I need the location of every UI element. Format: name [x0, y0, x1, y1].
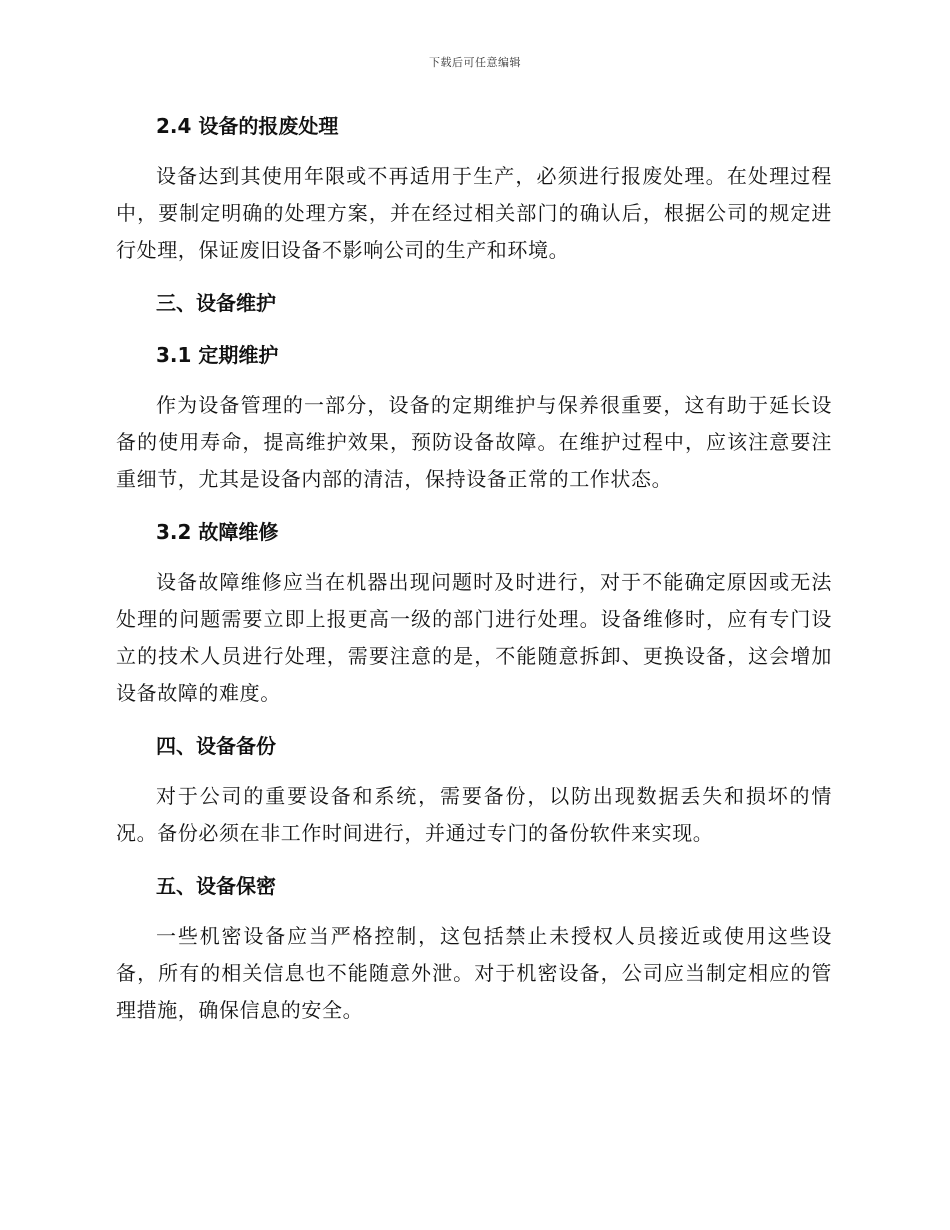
section-paragraph: 作为设备管理的一部分，设备的定期维护与保养很重要，这有助于延长设备的使用寿命，提高维护效果，预防设备故障。在维护过程中，应该注意要注重细节，尤其是设备内部的清洁，保持设备正常的工作状态。: [116, 393, 832, 491]
section-paragraph: 设备达到其使用年限或不再适用于生产，必须进行报废处理。在处理过程中，要制定明确的处理方案，并在经过相关部门的确认后，根据公司的规定进行处理，保证废旧设备不影响公司的生产和环境。: [116, 164, 832, 262]
section-heading: 3.2 故障维修: [156, 520, 279, 544]
section-paragraph: 对于公司的重要设备和系统，需要备份，以防出现数据丢失和损坏的情况。备份必须在非工作时间进行，并通过专门的备份软件来实现。: [116, 784, 832, 845]
header-note: 下载后可任意编辑: [429, 56, 521, 69]
section-heading: 四、设备备份: [156, 734, 276, 758]
section-heading: 2.4 设备的报废处理: [156, 114, 339, 138]
section-paragraph: 一些机密设备应当严格控制，这包括禁止未授权人员接近或使用这些设备，所有的相关信息也不能随意外泄。对于机密设备，公司应当制定相应的管理措施，确保信息的安全。: [116, 924, 832, 1022]
document-body: [116, 108, 832, 1029]
section-heading: 三、设备维护: [156, 291, 276, 315]
section-heading: 五、设备保密: [156, 874, 276, 898]
section-heading: 3.1 定期维护: [156, 343, 279, 367]
section-paragraph: 设备故障维修应当在机器出现问题时及时进行，对于不能确定原因或无法处理的问题需要立即上报更高一级的部门进行处理。设备维修时，应有专门设立的技术人员进行处理，需要注意的是，不能随意拆卸、更换设备，这会增加设备故障的难度。: [116, 570, 832, 705]
